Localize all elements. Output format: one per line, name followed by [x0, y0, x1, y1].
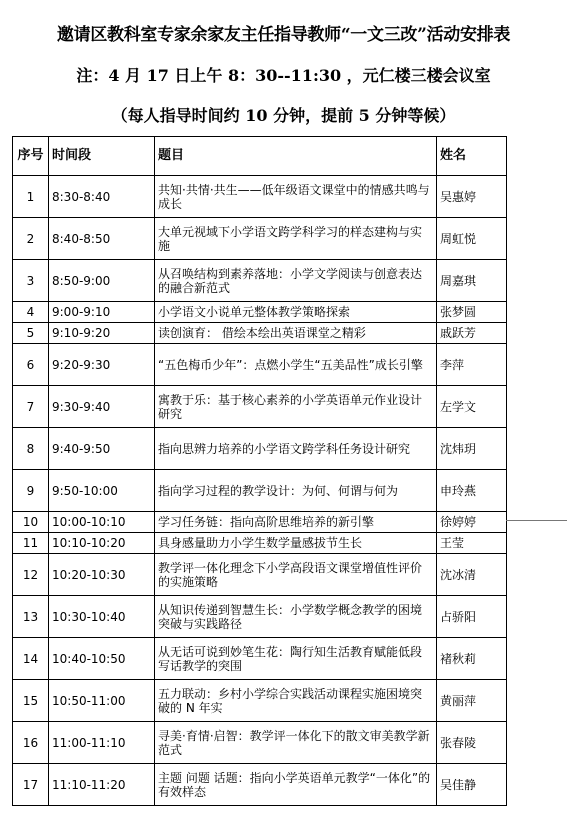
document-title: 邀请区教科室专家余家友主任指导教师“一文三改”活动安排表 [56, 25, 511, 45]
cell-no: 16 [13, 722, 49, 764]
cell-no: 2 [13, 218, 49, 260]
header-topic: 题目 [155, 137, 437, 176]
cell-no: 4 [13, 302, 49, 323]
cell-name: 占骄阳 [437, 596, 507, 638]
table-row [13, 596, 507, 638]
timing-hint: （每人指导时间约 10 分钟，提前 5 分钟等候） [111, 106, 456, 125]
cell-topic: 从知识传递到智慧生长：小学数学概念教学的困境突破与实践路径 [155, 596, 437, 638]
table-row [13, 386, 507, 428]
cell-topic: 具身感量助力小学生数学量感拔节生长 [155, 533, 437, 554]
table-row [13, 533, 507, 554]
cell-time: 10:20-10:30 [49, 554, 155, 596]
cell-time: 9:40-9:50 [49, 428, 155, 470]
cell-no: 13 [13, 596, 49, 638]
table-row [13, 218, 507, 260]
cell-topic: 教学评一体化理念下小学高段语文课堂增值性评价的实施策略 [155, 554, 437, 596]
table-row [13, 176, 507, 218]
cell-topic: 学习任务链：指向高阶思维培养的新引擎 [155, 512, 437, 533]
cell-time: 8:40-8:50 [49, 218, 155, 260]
cell-name: 沈炜玥 [437, 428, 507, 470]
cell-time: 10:10-10:20 [49, 533, 155, 554]
cell-no: 1 [13, 176, 49, 218]
cell-no: 3 [13, 260, 49, 302]
cell-time: 11:10-11:20 [49, 764, 155, 806]
cell-no: 14 [13, 638, 49, 680]
cell-name: 沈冰清 [437, 554, 507, 596]
cell-name: 褚秋莉 [437, 638, 507, 680]
cell-topic: 寻美·育情·启智：教学评一体化下的散文审美教学新范式 [155, 722, 437, 764]
table-body [13, 176, 507, 806]
table-row [13, 470, 507, 512]
cell-topic: 大单元视域下小学语文跨学科学习的样态建构与实施 [155, 218, 437, 260]
cell-name: 戚跃芳 [437, 323, 507, 344]
schedule-table [12, 136, 507, 806]
cell-time: 10:50-11:00 [49, 680, 155, 722]
cell-name: 左学文 [437, 386, 507, 428]
table-row [13, 323, 507, 344]
cell-name: 徐婷婷 [437, 512, 507, 533]
cell-time: 10:40-10:50 [49, 638, 155, 680]
table-row [13, 512, 507, 533]
cell-topic: 小学语文小说单元整体教学策略探索 [155, 302, 437, 323]
cell-topic: 从召唤结构到素养落地：小学文学阅读与创意表达的融合新范式 [155, 260, 437, 302]
table-row [13, 680, 507, 722]
cell-no: 5 [13, 323, 49, 344]
cell-no: 7 [13, 386, 49, 428]
cell-time: 9:30-9:40 [49, 386, 155, 428]
cell-no: 12 [13, 554, 49, 596]
cell-topic: “五色梅币少年”：点燃小学生“五美品性”成长引擎 [155, 344, 437, 386]
cell-name: 王莹 [437, 533, 507, 554]
header-name: 姓名 [437, 137, 507, 176]
cell-time: 10:30-10:40 [49, 596, 155, 638]
schedule-note: 注：4 月 17 日上午 8：30--11:30 ，元仁楼三楼会议室 [76, 66, 491, 85]
cell-topic: 从无话可说到妙笔生花：陶行知生活教育赋能低段写话教学的突围 [155, 638, 437, 680]
cell-topic: 读创演育： 借绘本绘出英语课堂之精彩 [155, 323, 437, 344]
cell-name: 申玲燕 [437, 470, 507, 512]
cell-time: 10:00-10:10 [49, 512, 155, 533]
cell-topic: 寓教于乐：基于核心素养的小学英语单元作业设计研究 [155, 386, 437, 428]
cell-name: 张梦圆 [437, 302, 507, 323]
cell-time: 11:00-11:10 [49, 722, 155, 764]
table-row [13, 764, 507, 806]
cell-name: 张春陵 [437, 722, 507, 764]
table-header-row [13, 137, 507, 176]
cell-time: 9:50-10:00 [49, 470, 155, 512]
header-time: 时间段 [49, 137, 155, 176]
cell-name: 李萍 [437, 344, 507, 386]
cell-topic: 指向学习过程的教学设计：为何、何谓与何为 [155, 470, 437, 512]
cell-topic: 主题 问题 话题：指向小学英语单元教学“一体化”的有效样态 [155, 764, 437, 806]
cell-time: 9:10-9:20 [49, 323, 155, 344]
cell-name: 周虹悦 [437, 218, 507, 260]
table-row [13, 302, 507, 323]
cell-topic: 指向思辨力培养的小学语文跨学科任务设计研究 [155, 428, 437, 470]
cell-no: 9 [13, 470, 49, 512]
cell-name: 黄丽萍 [437, 680, 507, 722]
table-row [13, 260, 507, 302]
cell-no: 15 [13, 680, 49, 722]
cell-no: 6 [13, 344, 49, 386]
cell-name: 吴佳静 [437, 764, 507, 806]
cell-name: 周嘉琪 [437, 260, 507, 302]
table-row [13, 344, 507, 386]
cell-time: 9:20-9:30 [49, 344, 155, 386]
table-row [13, 722, 507, 764]
cell-time: 8:50-9:00 [49, 260, 155, 302]
cell-topic: 五力联动：乡村小学综合实践活动课程实施困境突破的 N 年实 [155, 680, 437, 722]
table-row [13, 638, 507, 680]
cell-time: 9:00-9:10 [49, 302, 155, 323]
cell-no: 8 [13, 428, 49, 470]
table-row [13, 428, 507, 470]
stray-line [506, 520, 567, 521]
cell-no: 17 [13, 764, 49, 806]
cell-time: 8:30-8:40 [49, 176, 155, 218]
header-no: 序号 [13, 137, 49, 176]
cell-topic: 共知·共情·共生——低年级语文课堂中的情感共鸣与成长 [155, 176, 437, 218]
cell-no: 10 [13, 512, 49, 533]
cell-no: 11 [13, 533, 49, 554]
cell-name: 吴惠婷 [437, 176, 507, 218]
table-row [13, 554, 507, 596]
